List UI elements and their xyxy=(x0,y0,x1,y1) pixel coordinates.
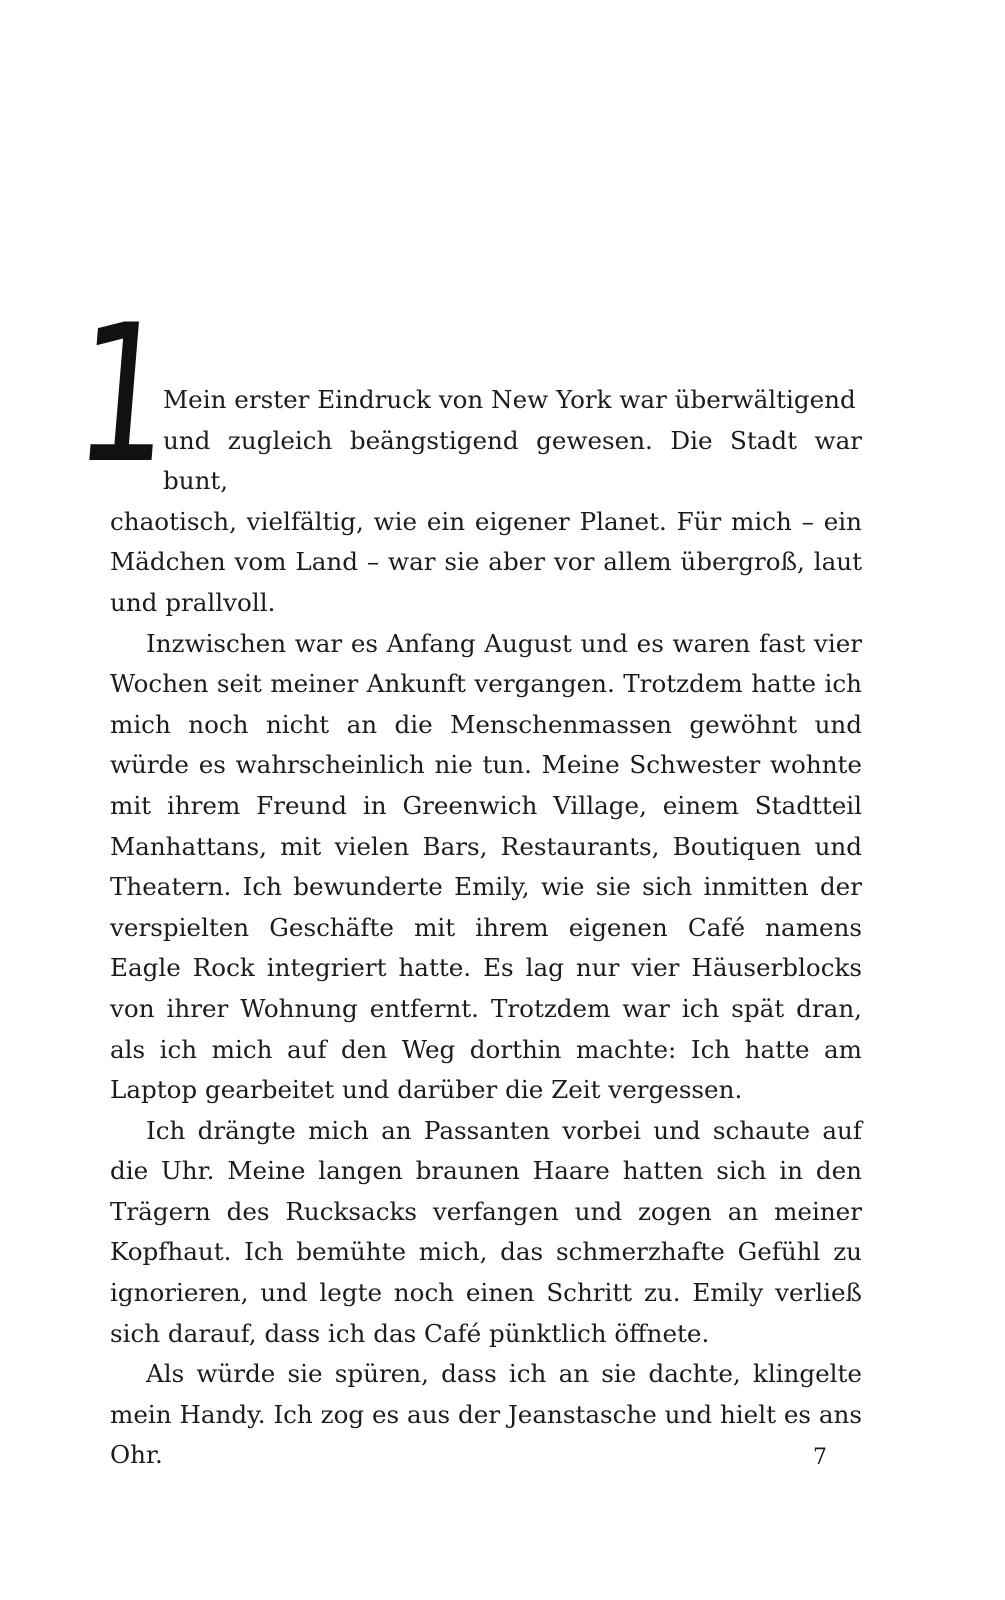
paragraph-3: Ich drängte mich an Passanten vorbei und schaute auf die Uhr. Meine langen braunen Haare hatten sich in den Trägern des Rucksacks verfangen und zogen an meiner Kopfhaut. Ich bemühte mich, das schmerzhafte Gefühl zu ignorieren, und legte noch einen Schritt zu. Emily verließ sich darauf, dass ich das Café pünktlich öffnete. xyxy=(110,1115,862,1348)
paragraph-4: Als würde sie spüren, dass ich an sie dachte, klingelte mein Handy. Ich zog es aus der Jeanstasche und hielt es ans Ohr. xyxy=(110,1359,862,1470)
paragraph-1-rest: chaotisch, vielfältig, wie ein eigener Planet. Für mich – ein Mädchen vom Land – war sie aber vor allem übergroß, laut und prallvoll. xyxy=(110,506,862,617)
paragraph-1 xyxy=(110,380,862,624)
chapter-number: 1 xyxy=(67,284,180,505)
paragraph-2: Inzwischen war es Anfang August und es waren fast vier Wochen seit meiner Ankunft vergangen. Trotzdem hatte ich mich noch nicht an die Menschenmassen gewöhnt und würde es wahrscheinlich nie tun. Meine Schwester wohnte mit ihrem Freund in Greenwich Village, einem Stadtteil Manhattans, mit vielen Bars, Restaurants, Boutiquen und Theatern. Ich bewunderte Emily, wie sie sich inmitten der verspielten Geschäfte mit ihrem eigenen Café namens Eagle Rock integriert hatte. Es lag nur vier Häuserblocks von ihrer Wohnung entfernt. Trotzdem war ich spät dran, als ich mich auf den Weg dorthin machte: Ich hatte am Laptop gearbeitet und darüber die Zeit vergessen. xyxy=(110,628,862,1105)
chapter-text xyxy=(110,380,862,1476)
paragraph-1-line-2: und zugleich beängstigend gewesen. Die Stadt war bunt, xyxy=(163,425,862,496)
paragraph-1-line-1: Mein erster Eindruck von New York war überwältigend xyxy=(163,385,856,414)
page-number: 7 xyxy=(813,1445,827,1470)
